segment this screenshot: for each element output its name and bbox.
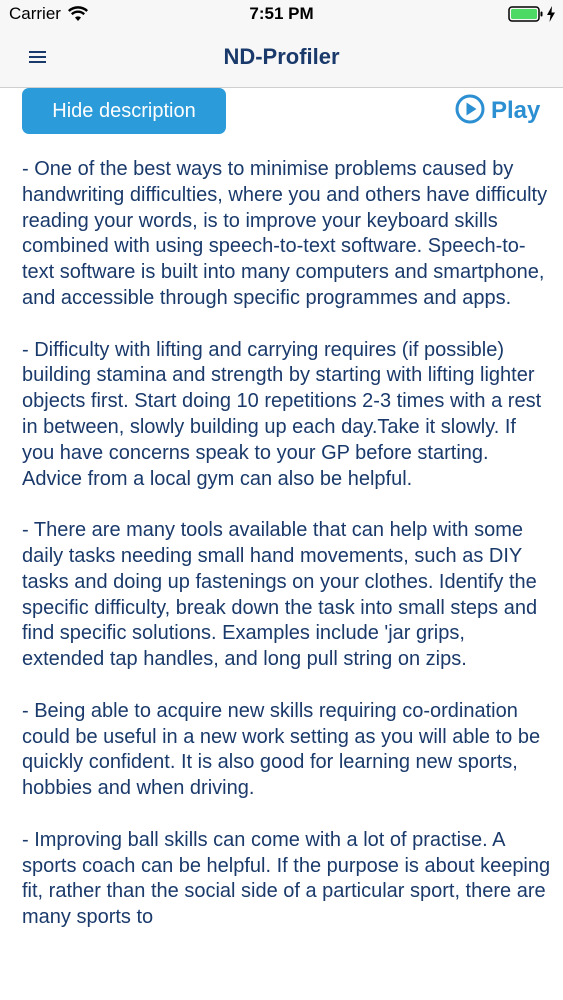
status-bar bbox=[0, 0, 563, 30]
play-label: Play bbox=[491, 97, 541, 124]
status-time: 7:51 PM bbox=[249, 4, 314, 23]
battery-icon bbox=[508, 5, 544, 28]
hide-description-button[interactable]: Hide description bbox=[22, 88, 226, 134]
play-button[interactable] bbox=[455, 95, 540, 127]
charging-bolt-icon bbox=[546, 5, 556, 28]
page-title: ND-Profiler bbox=[223, 44, 340, 69]
description-text: - One of the best ways to minimise problems caused by handwriting difficulties, where you and others have difficulty reading your words, is to improve your keyboard skills combined with using speech-to-text software. Speech-to-text software is built into many computers and smartphone, and accessible through specific programmes and apps. - Difficulty with lifting and carrying requires (if possible) building stamina and strength by starting with lifting lighter objects first. Start doing 10 repetitions 2-3 times with a rest in between, slowly building up each day.Take it slowly. If you have concerns speak to your GP before starting. Advice from a local gym can also be helpful. - There are many tools available that can help with some daily tasks needing small hand movements, such as DIY tasks and doing up fastenings on your clothes. Identify the specific difficulty, break down the task into small steps and find specific solutions. Examples include 'jar grips, extended tap handles, and long pull string on zips. - Being able to acquire new skills requiring co-ordination could be useful in a new work setting as you will able to be quickly confident. It is also good for learning new sports, hobbies and when driving. - Improving ball skills can come with a lot of practise. A sports coach can be helpful. If the purpose is about keeping fit, rather than the social side of a particular sport, there are many sports to bbox=[22, 158, 551, 929]
carrier-label: Carrier bbox=[9, 4, 61, 23]
play-circle-icon bbox=[455, 94, 485, 129]
navigation-bar bbox=[0, 30, 563, 88]
